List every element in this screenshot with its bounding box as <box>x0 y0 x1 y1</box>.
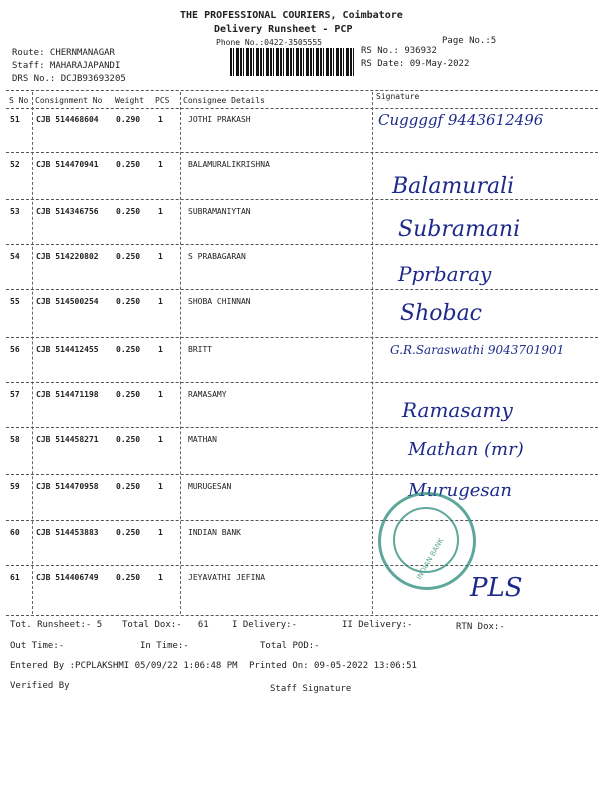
entered-by: Entered By :PCPLAKSHMI 05/09/22 1:06:48 PM <box>10 661 238 671</box>
row-signature: Shobac <box>400 301 483 326</box>
row-weight: 0.250 <box>116 345 141 354</box>
row-consignee-name: INDIAN BANK <box>188 528 241 537</box>
row-pcs: 1 <box>158 345 163 354</box>
column-divider <box>372 92 373 614</box>
company-title: THE PROFESSIONAL COURIERS, Coimbatore <box>180 10 403 21</box>
row-consignment-no: CJB 514453883 <box>36 528 99 537</box>
row-signature: Murugesan <box>408 480 512 501</box>
row-sno: 59 <box>10 482 20 491</box>
row-consignment-no: CJB 514500254 <box>36 297 99 306</box>
row-divider <box>6 565 598 566</box>
row-pcs: 1 <box>158 390 163 399</box>
phone-number: Phone No.:0422-3505555 <box>216 38 322 47</box>
row-signature: Pprbaray <box>398 262 492 286</box>
row-consignment-no: CJB 514220802 <box>36 252 99 261</box>
row-pcs: 1 <box>158 528 163 537</box>
col-sno: S No <box>9 96 29 105</box>
document-title: Delivery Runsheet - PCP <box>214 24 353 35</box>
verified-by: Verified By <box>10 681 70 691</box>
row-consignee-name: SUBRAMANIYTAN <box>188 207 251 216</box>
row-signature: Subramani <box>398 217 521 242</box>
row-divider <box>6 520 598 521</box>
row-pcs: 1 <box>158 482 163 491</box>
row-divider <box>6 289 598 290</box>
out-time: Out Time:- <box>10 641 65 651</box>
col-signature: Signature <box>376 92 420 101</box>
row-weight: 0.250 <box>116 435 141 444</box>
row-signature: PLS <box>470 573 523 603</box>
row-consignment-no: CJB 514470941 <box>36 160 99 169</box>
row-consignment-no: CJB 514471198 <box>36 390 99 399</box>
bank-stamp <box>378 492 476 590</box>
row-consignee-name: JOTHI PRAKASH <box>188 115 251 124</box>
row-weight: 0.250 <box>116 482 141 491</box>
row-divider <box>6 337 598 338</box>
row-consignee-name: MURUGESAN <box>188 482 232 491</box>
row-consignee-name: SHOBA CHINNAN <box>188 297 251 306</box>
row-weight: 0.250 <box>116 573 141 582</box>
row-divider <box>6 199 598 200</box>
row-weight: 0.250 <box>116 160 141 169</box>
row-pcs: 1 <box>158 435 163 444</box>
header-bottom-rule <box>6 108 598 109</box>
row-divider <box>6 427 598 428</box>
total-dox: Total Dox:- 61 <box>122 620 209 630</box>
col-pcs: PCS <box>155 96 170 105</box>
row-signature: Mathan (mr) <box>408 439 524 460</box>
row-divider <box>6 152 598 153</box>
row-consignee-name: JEYAVATHI JEFINA <box>188 573 266 582</box>
page-number: Page No.:5 <box>442 36 497 46</box>
rs-number: RS No.: 936932 <box>361 46 437 56</box>
col-consignment: Consignment No <box>35 96 103 105</box>
drs-number: DRS No.: DCJB93693205 <box>12 74 126 84</box>
row-divider <box>6 382 598 383</box>
row-consignment-no: CJB 514406749 <box>36 573 99 582</box>
row-consignment-no: CJB 514468604 <box>36 115 99 124</box>
row-sno: 51 <box>10 115 20 124</box>
row-pcs: 1 <box>158 573 163 582</box>
printed-on: Printed On: 09-05-2022 13:06:51 <box>249 661 417 671</box>
row-weight: 0.250 <box>116 297 141 306</box>
row-weight: 0.250 <box>116 252 141 261</box>
total-pod: Total POD:- <box>260 641 320 651</box>
row-consignment-no: CJB 514458271 <box>36 435 99 444</box>
footer-top-rule <box>6 615 598 616</box>
row-pcs: 1 <box>158 115 163 124</box>
col-weight: Weight <box>115 96 144 105</box>
row-signature: Balamurali <box>392 174 515 199</box>
row-weight: 0.290 <box>116 115 141 124</box>
row-consignee-name: BALAMURALIKRISHNA <box>188 160 270 169</box>
row-sno: 57 <box>10 390 20 399</box>
row-sno: 58 <box>10 435 20 444</box>
column-divider <box>32 92 33 614</box>
row-consignee-name: RAMASAMY <box>188 390 227 399</box>
staff: Staff: MAHARAJAPANDI <box>12 61 121 71</box>
row-divider <box>6 474 598 475</box>
row-consignment-no: CJB 514346756 <box>36 207 99 216</box>
row-signature: Ramasamy <box>402 398 513 422</box>
row-weight: 0.250 <box>116 207 141 216</box>
stamp-text: INDIAN BANK <box>415 536 446 582</box>
row-consignee-name: BRITT <box>188 345 213 354</box>
row-sno: 56 <box>10 345 20 354</box>
header-top-rule <box>6 90 598 91</box>
row-sno: 61 <box>10 573 20 582</box>
col-consignee: Consignee Details <box>183 96 265 105</box>
row-signature: Cuggggf 9443612496 <box>378 111 544 129</box>
row-consignment-no: CJB 514412455 <box>36 345 99 354</box>
ii-delivery: II Delivery:- <box>342 620 413 630</box>
barcode <box>230 48 355 76</box>
row-pcs: 1 <box>158 207 163 216</box>
i-delivery: I Delivery:- <box>232 620 298 630</box>
route: Route: CHERNMANAGAR <box>12 48 115 58</box>
in-time: In Time:- <box>140 641 189 651</box>
row-weight: 0.250 <box>116 390 141 399</box>
row-sno: 52 <box>10 160 20 169</box>
rtn-dox: RTN Dox:- <box>456 622 505 632</box>
row-pcs: 1 <box>158 297 163 306</box>
row-pcs: 1 <box>158 160 163 169</box>
column-divider <box>180 92 181 614</box>
row-sno: 55 <box>10 297 20 306</box>
row-pcs: 1 <box>158 252 163 261</box>
staff-signature-label: Staff Signature <box>270 684 352 694</box>
row-consignment-no: CJB 514470958 <box>36 482 99 491</box>
row-sno: 60 <box>10 528 20 537</box>
row-signature: G.R.Saraswathi 9043701901 <box>390 343 565 357</box>
tot-runsheet: Tot. Runsheet:- 5 <box>10 620 103 630</box>
rs-date: RS Date: 09-May-2022 <box>361 59 470 69</box>
row-divider <box>6 244 598 245</box>
row-consignee-name: MATHAN <box>188 435 217 444</box>
row-sno: 53 <box>10 207 20 216</box>
row-weight: 0.250 <box>116 528 141 537</box>
row-consignee-name: S PRABAGARAN <box>188 252 246 261</box>
row-sno: 54 <box>10 252 20 261</box>
